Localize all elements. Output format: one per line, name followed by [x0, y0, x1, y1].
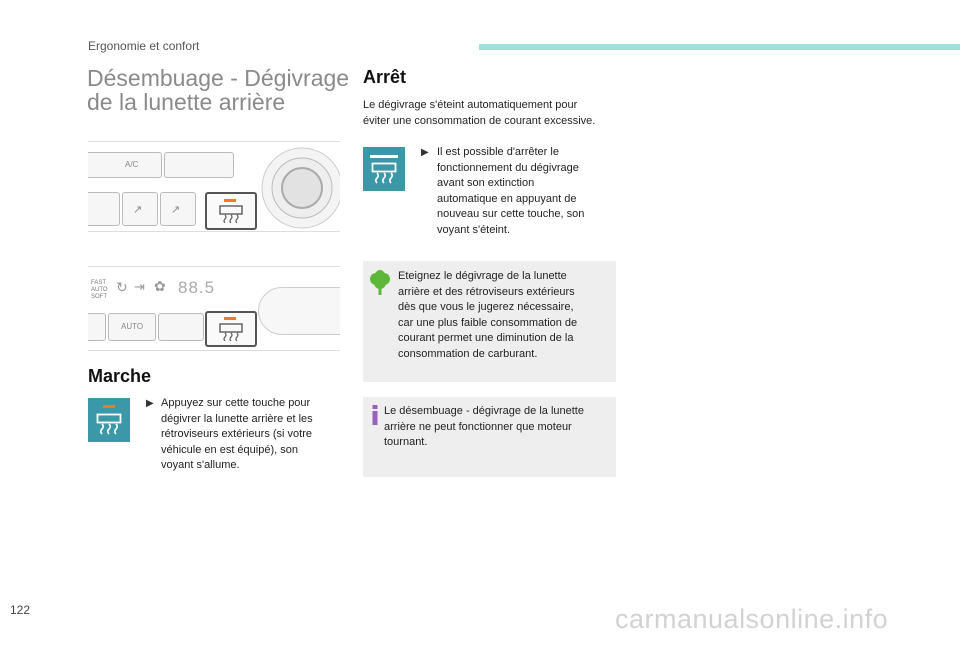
ac-button	[88, 152, 162, 178]
air-distribution-icon: ⇥	[134, 279, 145, 294]
section-label: Ergonomie et confort	[88, 39, 200, 53]
text-line: éviter une consommation de courant excessive.	[363, 114, 596, 127]
arret-heading: Arrêt	[363, 67, 407, 87]
console-illustration-2	[88, 266, 340, 351]
info-icon	[370, 405, 380, 425]
rear-defrost-symbol	[363, 147, 405, 191]
auto-button-label: AUTO	[121, 322, 144, 331]
info-note	[363, 397, 616, 477]
rear-defrost-icon	[219, 205, 243, 223]
recirculation-icon: ↻	[116, 279, 128, 295]
temperature-knob	[260, 146, 340, 230]
seat-vent-button: ↗	[122, 192, 158, 226]
ac-label: A/C	[125, 160, 139, 169]
text-line: Il est possible d'arrêter le	[437, 146, 559, 158]
rear-defrost-button	[205, 192, 257, 230]
arret-intro	[363, 98, 595, 129]
text-line: automatique en appuyant de	[437, 192, 577, 205]
temperature-display: 88.5	[178, 278, 216, 297]
rear-defrost-icon	[96, 413, 122, 435]
fan-icon: ✿	[154, 278, 166, 294]
indicator-light	[103, 405, 115, 408]
text-line: Appuyez sur cette touche pour	[161, 397, 311, 409]
text-line: consommation de carburant.	[398, 347, 538, 360]
console-illustration-1	[88, 141, 340, 232]
page-number: 122	[10, 603, 31, 617]
text-line: car une plus faible consommation de	[398, 316, 578, 329]
rear-defrost-icon	[219, 323, 243, 341]
text-line: dès que vous le jugerez nécessaire,	[398, 301, 574, 313]
page-title-line2: de la lunette arrière	[87, 89, 286, 115]
text-line: nouveau sur cette touche, son	[437, 208, 585, 220]
seat-vent-button	[88, 192, 120, 226]
text-line: avant son extinction	[437, 177, 535, 189]
text-line: tournant.	[384, 436, 428, 448]
auto-mode-label: AUTO	[91, 287, 108, 293]
page-title-line1: Désembuage - Dégivrage	[87, 65, 350, 91]
text-line: voyant s'allume.	[161, 459, 240, 471]
header-bar	[479, 44, 960, 50]
bullet-icon: ▶	[421, 147, 429, 158]
soft-label: SOFT	[91, 294, 107, 300]
indicator-light	[370, 155, 398, 158]
text-line: Le désembuage - dégivrage de la lunette	[384, 405, 584, 417]
text-line: Eteignez le dégivrage de la lunette	[398, 270, 567, 282]
text-line: Le dégivrage s'éteint automatiquement pour	[363, 99, 578, 111]
marche-text	[161, 396, 313, 474]
text-line: arrière ne peut fonctionner que moteur	[384, 420, 572, 433]
fast-auto-soft-labels	[91, 280, 108, 301]
console-button	[88, 313, 106, 341]
text-line: voyant s'éteint.	[437, 223, 511, 236]
indicator-light	[224, 199, 236, 202]
tree-icon	[369, 270, 391, 296]
rear-defrost-button	[205, 311, 257, 347]
vent-outline	[258, 287, 340, 335]
arret-text	[437, 145, 584, 238]
text-line: courant permet une diminution de la	[398, 332, 574, 344]
text-line: rétroviseurs extérieurs (si votre	[161, 428, 312, 440]
text-line: dégivrer la lunette arrière et les	[161, 412, 313, 425]
marche-heading: Marche	[88, 366, 152, 386]
console-button	[164, 152, 234, 178]
auto-button	[108, 313, 156, 341]
rear-defrost-icon	[371, 162, 397, 184]
text-line: arrière et des rétroviseurs extérieurs	[398, 285, 575, 298]
page-title	[87, 66, 349, 114]
bullet-icon: ▶	[146, 398, 154, 409]
rear-defrost-symbol	[88, 398, 130, 442]
seat-vent-button: ↗	[160, 192, 196, 226]
text-line: véhicule en est équipé), son	[161, 443, 298, 456]
console-button	[158, 313, 204, 341]
fast-label: FAST	[91, 280, 107, 286]
text-line: fonctionnement du dégivrage	[437, 161, 579, 174]
info-note-text	[384, 404, 584, 451]
eco-note	[363, 261, 616, 382]
watermark: carmanualsonline.info	[615, 604, 889, 634]
indicator-light	[224, 317, 236, 320]
eco-note-text	[398, 269, 577, 362]
